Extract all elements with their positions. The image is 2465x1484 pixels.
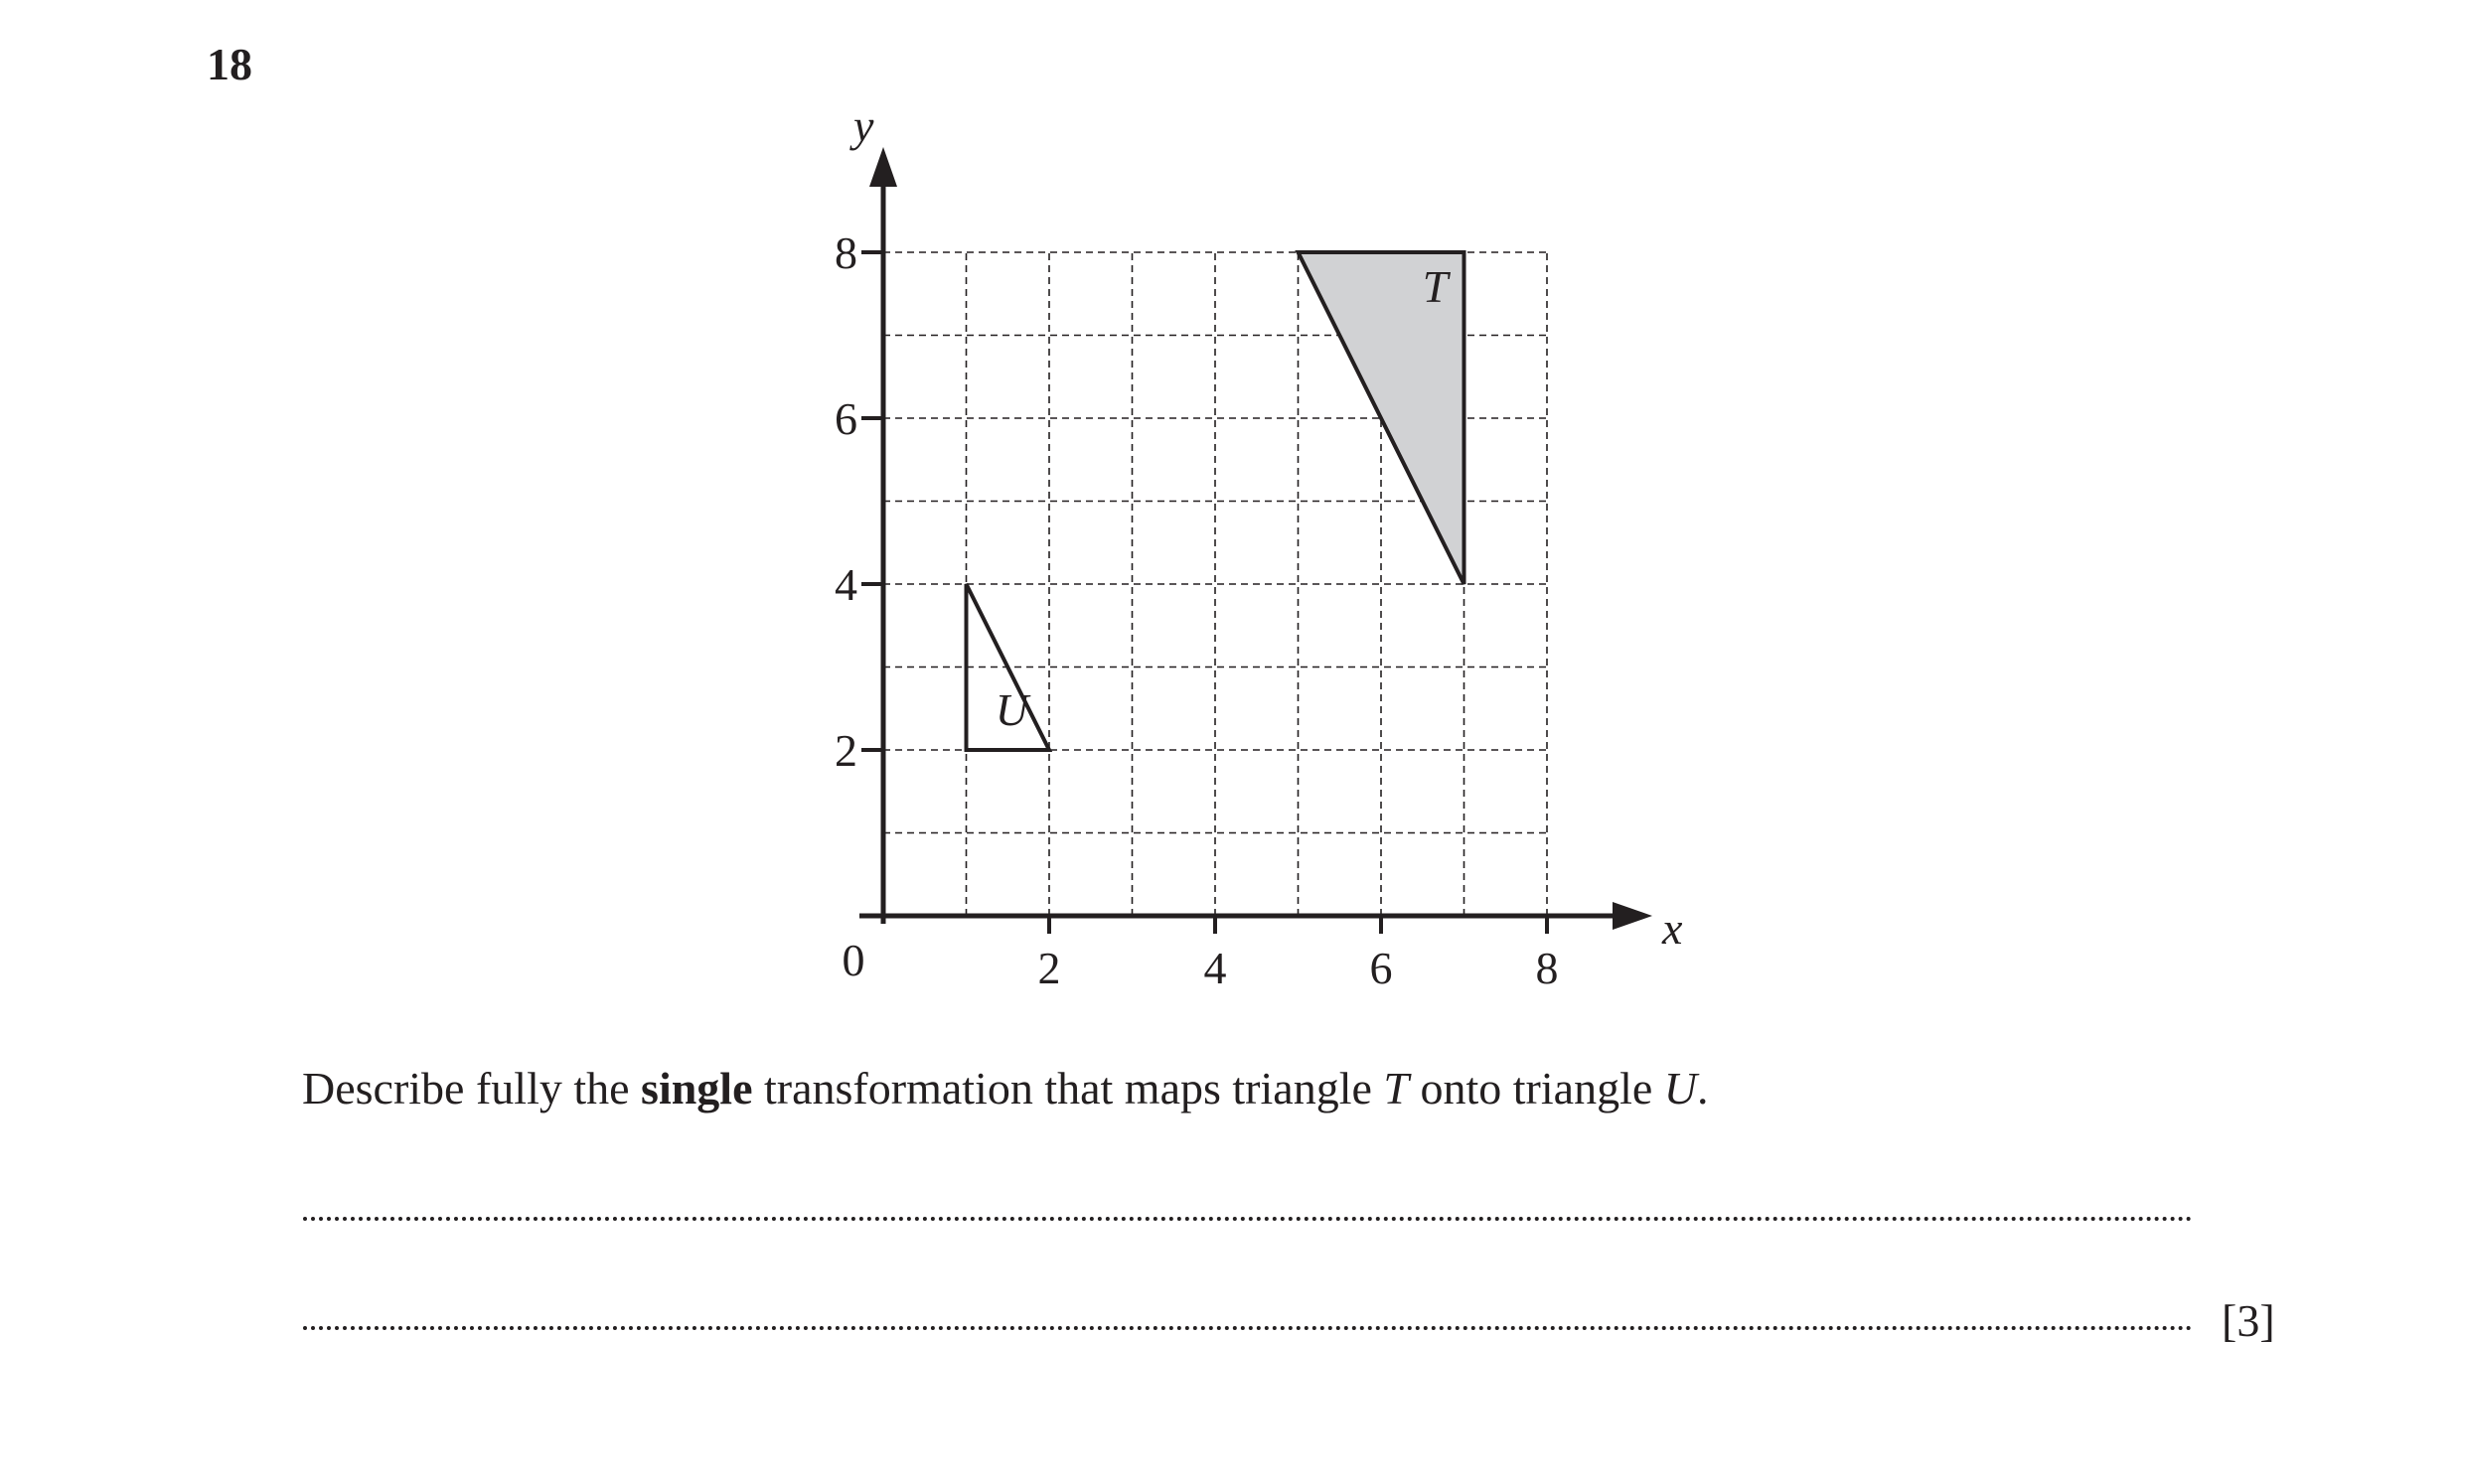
- answer-line-2[interactable]: [303, 1326, 2193, 1330]
- question-number: 18: [207, 39, 252, 89]
- question-text-start: Describe fully the: [302, 1063, 642, 1113]
- x-tick-label: 8: [1535, 943, 1559, 993]
- question-text: [302, 1061, 1709, 1115]
- x-axis-label: x: [1662, 903, 1683, 954]
- question-text-middle: transformation that maps triangle: [752, 1063, 1384, 1113]
- marks-label: [3]: [2222, 1295, 2275, 1346]
- question-text-emphasis: single: [641, 1063, 753, 1113]
- y-tick-label: 6: [835, 393, 857, 444]
- x-tick-label: 6: [1369, 943, 1393, 993]
- axes: [859, 147, 1652, 934]
- x-tick-label: 4: [1203, 943, 1227, 993]
- origin-label: 0: [842, 935, 865, 985]
- y-tick-label: 2: [835, 725, 857, 776]
- y-axis-arrow: [869, 147, 897, 187]
- answer-line-1[interactable]: [303, 1217, 2193, 1221]
- question-text-end: .: [1697, 1063, 1709, 1113]
- x-axis-arrow: [1613, 902, 1652, 930]
- question-text-continued: onto triangle: [1409, 1063, 1664, 1113]
- x-tick-label: 2: [1037, 943, 1061, 993]
- y-tick-label: 4: [835, 559, 857, 610]
- triangle-u-label: U: [995, 683, 1028, 735]
- y-axis-label: y: [853, 100, 874, 151]
- y-tick-label: 8: [835, 227, 857, 278]
- triangle-t-reference: T: [1383, 1063, 1409, 1113]
- triangle-u-reference: U: [1663, 1063, 1698, 1113]
- triangle-t-label: T: [1422, 261, 1449, 313]
- axis-labels: [835, 100, 1683, 993]
